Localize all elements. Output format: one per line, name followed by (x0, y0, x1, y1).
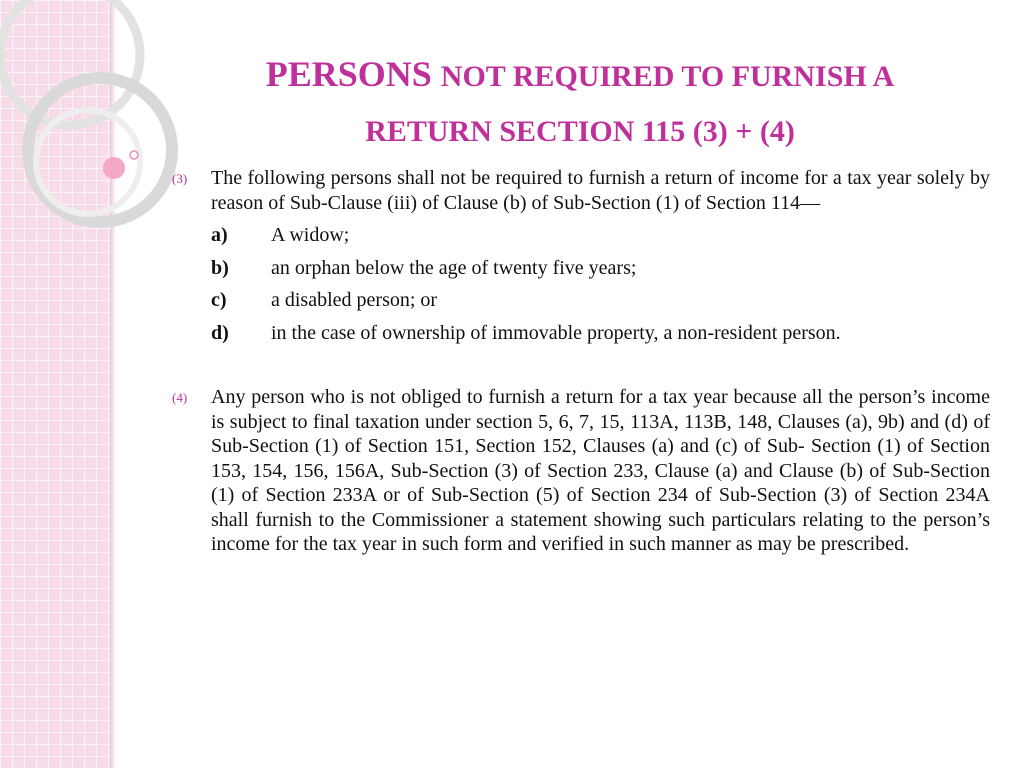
sub-item-c-label: c) (211, 289, 227, 311)
section-4-paragraph (170, 385, 990, 557)
slide-title (190, 48, 970, 158)
section-4-text: Any person who is not obliged to furnish a return for a tax year because all the person’s income is subject to final taxation under section 5, 6, 7, 15, 113A, 113B, 148, Clauses (a), 9b) and (d) of Sub-Section (1) of Section 151, Section 152, Clauses (a) and (c) of Sub- Section (1) of Section 153, 154, 156, 156A, Sub-Section (3) of Section 233, Clause (a) and Clause (b) of Sub-Section (1) of Section 233A or of Sub-Section (5) of Section 234 of Sub-Section (3) of Section 234A shall furnish to the Commissioner a statement showing such particulars relating to the person’s income for the tax year in such form and verified in such manner as may be prescribed. (211, 386, 990, 555)
section-3-paragraph (170, 166, 990, 215)
sub-item-c (211, 288, 990, 313)
sub-item-d-text: in the case of ownership of immovable property, a non-resident person. (271, 321, 841, 344)
title-part-return-section: RETURN SECTION 115 (3) + (4) (365, 115, 795, 148)
sub-item-d-label: d) (211, 321, 229, 344)
title-part-persons: PERSONS (265, 54, 432, 94)
section-3-text: The following persons shall not be required to furnish a return of income for a tax year solely by reason of Sub-Clause (iii) of Clause (b) of Sub-Section (1) of Section 114— (211, 167, 990, 214)
sub-item-a-text: A widow; (271, 224, 350, 246)
decorative-dot-pink (103, 157, 125, 179)
slide-content (170, 166, 990, 563)
section-4-marker: (4) (172, 390, 188, 405)
decorative-circle-large (0, 0, 140, 125)
sub-item-b-text: an orphan below the age of twenty five years; (271, 256, 637, 279)
section-spacer (170, 345, 990, 385)
sub-item-b-label: b) (211, 256, 229, 279)
sub-item-b (211, 256, 990, 281)
sub-item-c-text: a disabled person; or (271, 289, 438, 311)
section-3-marker: (3) (172, 171, 188, 186)
sub-item-d (211, 321, 990, 346)
sub-item-a-label: a) (211, 224, 228, 246)
sub-item-a (211, 223, 990, 248)
title-part-not-required: NOT REQUIRED TO FURNISH A (440, 60, 895, 93)
